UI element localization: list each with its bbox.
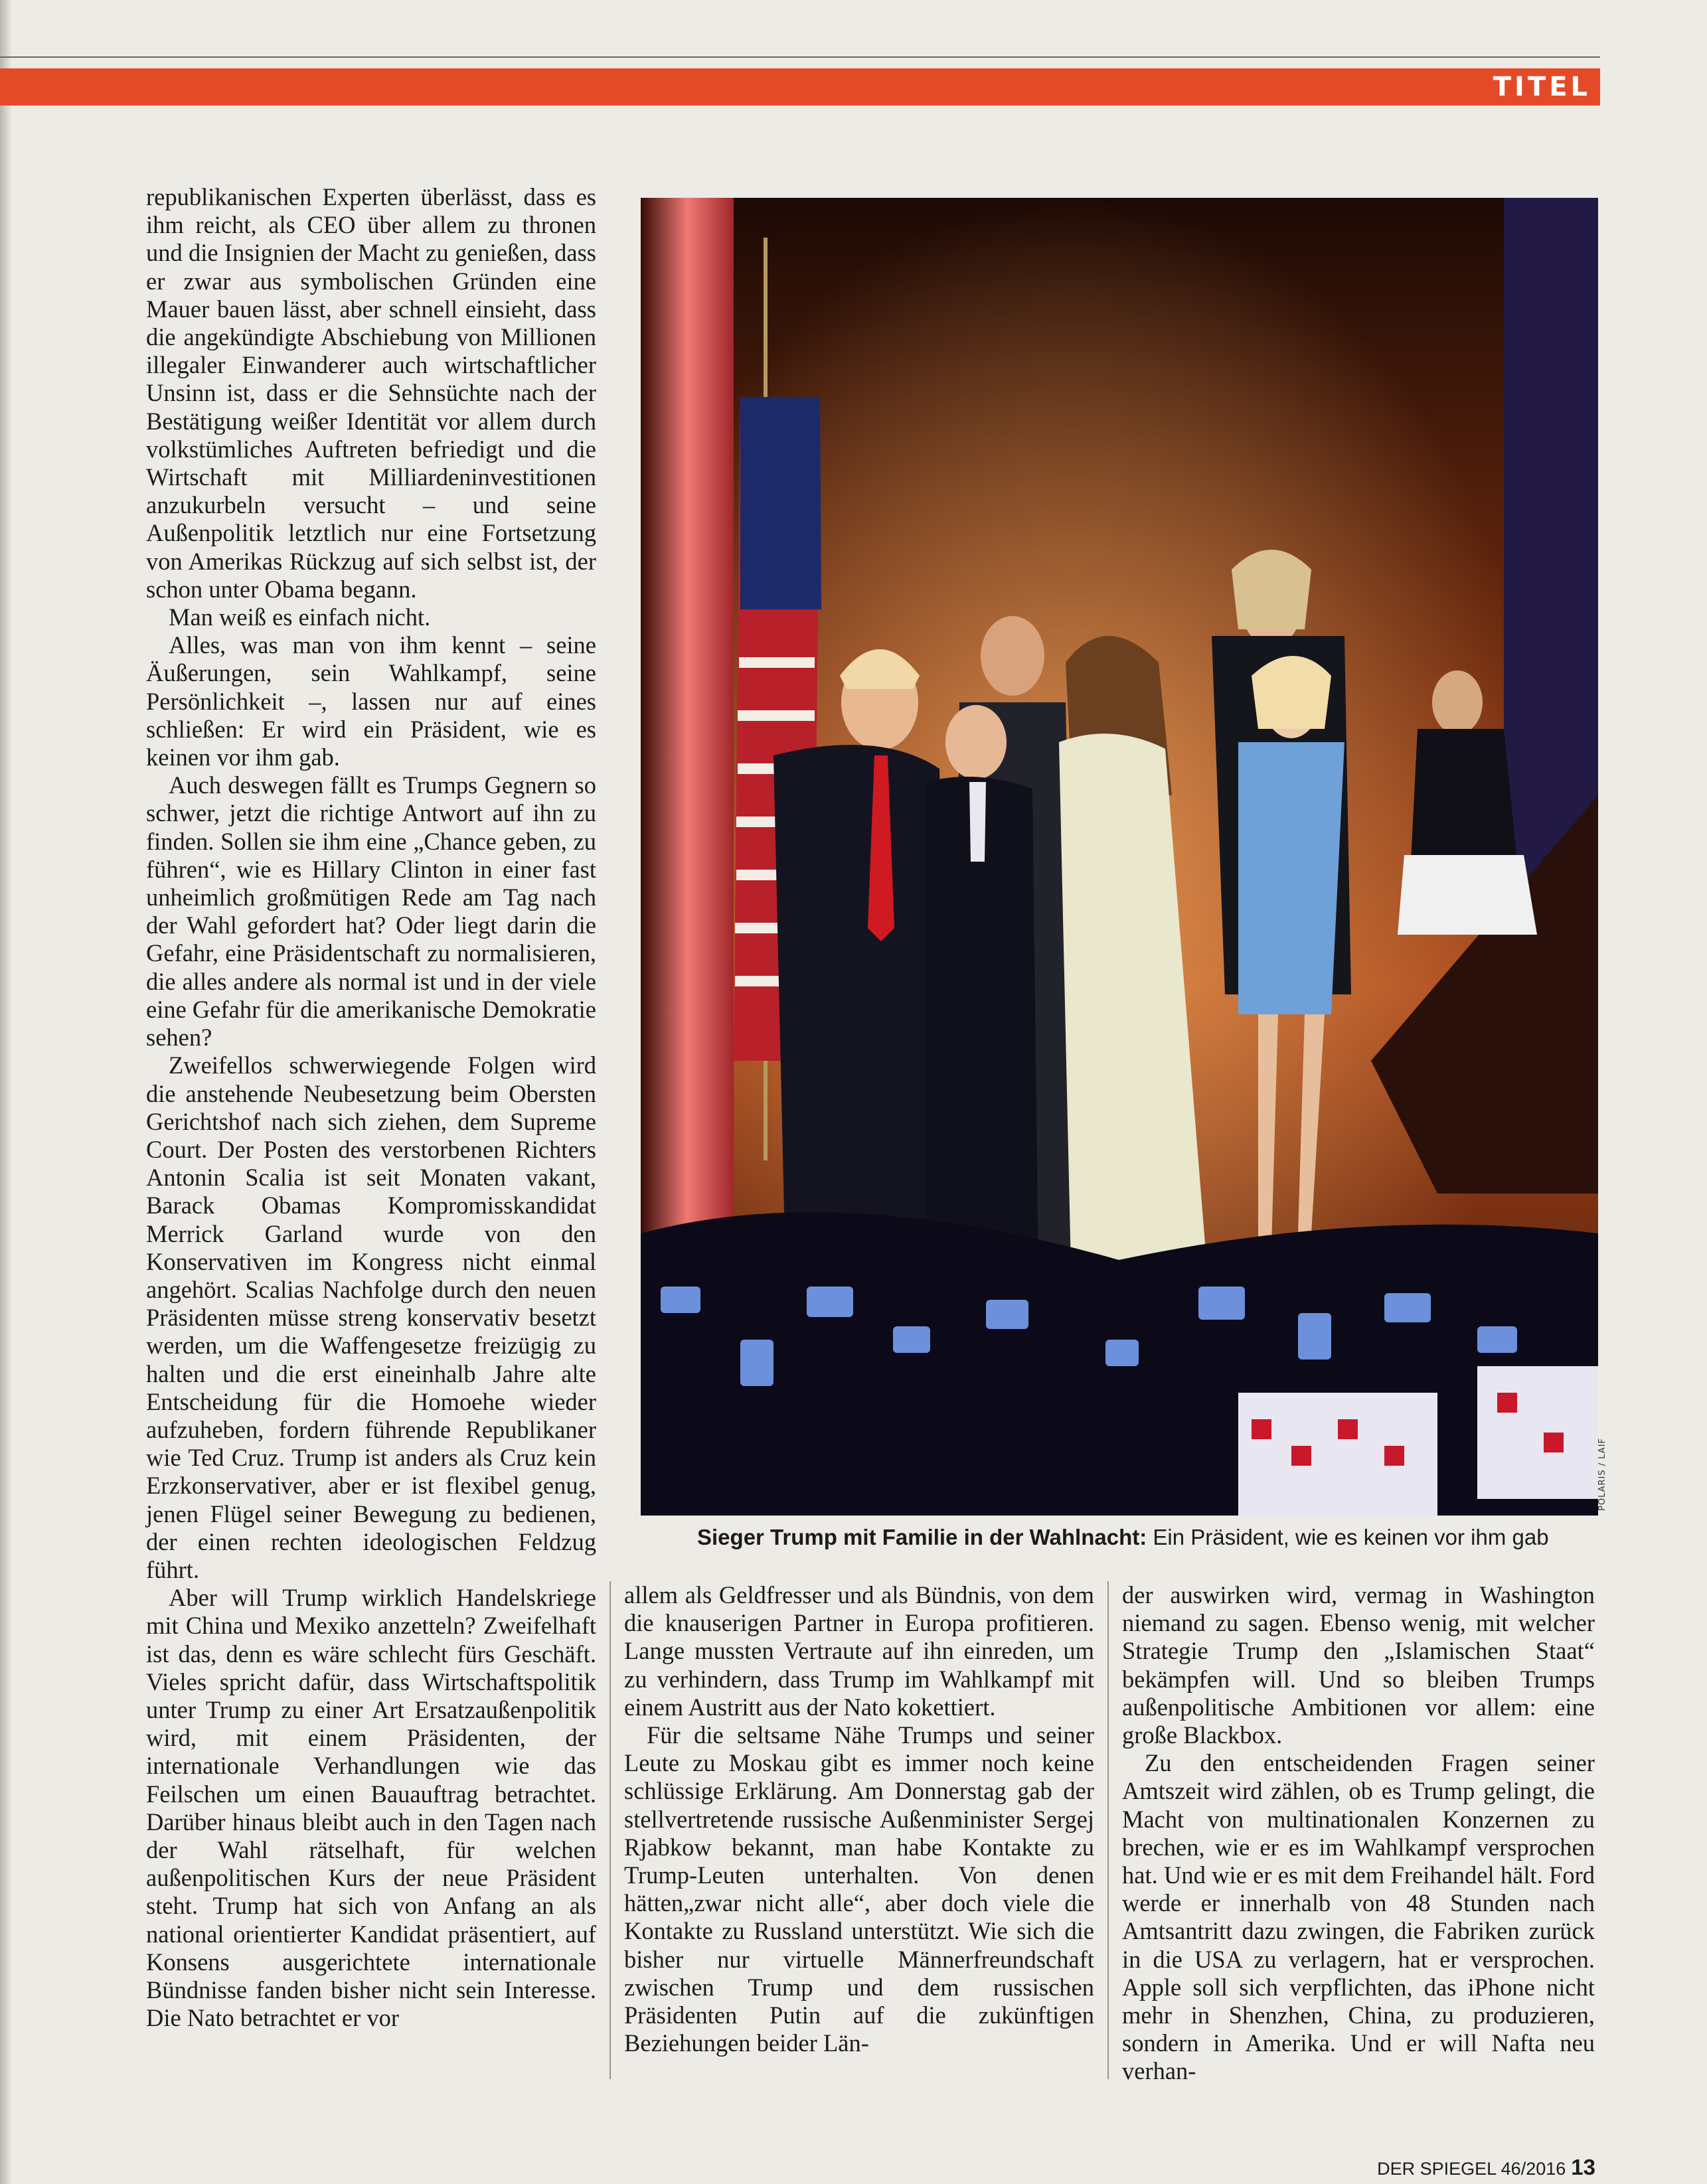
page-footer: [1377, 2157, 1595, 2179]
paragraph: allem als Geldfresser und als Bündnis, von dem die knauserigen Partner in Europa profitieren. Lange mussten Vertraute auf ihn einreden, um zu verhindern, dass Trump im Wahlkampf mit einem Austritt aus der Nato kokettiert.: [624, 1581, 1094, 1721]
photo-caption: [697, 1524, 1600, 1551]
paragraph: Aber will Trump wirklich Handelskriege mit China und Mexiko anzetteln? Zweifelhaft ist das, denn es wäre schlecht fürs Geschäft. Vieles spricht dafür, dass Wirtschaftspolitik unter Trump zu einer Art Ersatzaußenpolitik wird, mit einem Präsidenten, der internationale Verhandlungen wie das Feilschen um einen Bauauftrag betrachtet. Darüber hinaus bleibt auch in den Tagen nach der Wahl rätselhaft, für welchen außenpolitischen Kurs der neue Präsident steht. Trump hat sich von Anfang an als national orientierter Kandidat präsentiert, auf Konsens ausgerichtete internationale Bündnisse fanden bisher nicht sein Interesse. Die Nato betrachtet er vor: [146, 1584, 596, 2032]
section-label: TITEL: [1479, 68, 1600, 106]
section-band: [0, 68, 1600, 106]
article-column-2: [624, 1581, 1094, 2057]
page-number: 13: [1571, 2155, 1595, 2179]
paragraph: Für die seltsame Nähe Trumps und seiner Leute zu Moskau gibt es immer noch keine schlüssige Erklärung. Am Donnerstag gab der stellvertretende russische Außenminister Sergej Rjabkow bekannt, man habe Kontakte zu Trump-Leuten unterhalten. Von denen hätten„zwar nicht alle“, aber doch viele die Kontakte zu Russland unterstützt. Wie sich die bisher nur virtuelle Männerfreundschaft zwischen Trump und dem russischen Präsidenten Putin auf die zukünftigen Beziehungen beider Län-: [624, 1721, 1094, 2057]
header-rule: [0, 56, 1600, 58]
paragraph: Zu den entscheidenden Fragen seiner Amtszeit wird zählen, ob es Trump gelingt, die Macht von multinationalen Konzernen zu brechen, wie er es im Wahlkampf versprochen hat. Und wie er es mit dem Freihandel hält. Ford werde er innerhalb von 48 Stunden nach Amtsantritt dazu zwingen, die Fabriken zurück in die USA zu verlagern, hat er versprochen. Apple soll sich verpflichten, das iPhone nicht mehr in Shenzhen, China, zu produzieren, sondern in Amerika. Und er will Nafta neu verhan-: [1122, 1749, 1595, 2085]
column-rule: [1107, 1581, 1109, 2079]
paragraph: Auch deswegen fällt es Trumps Gegnern so schwer, jetzt die richtige Antwort auf ihn zu finden. Sollen sie ihm eine „Chance geben, zu führen“, wie es Hillary Clinton in einer fast unheimlich großmütigen Rede am Tag nach der Wahl gefordert hat? Oder liegt darin die Gefahr, eine Präsidentschaft zu normalisieren, die alles andere als normal ist und in der viele eine Gefahr für die amerikanische Demokratie sehen?: [146, 771, 596, 1052]
magazine-issue: DER SPIEGEL 46/2016: [1377, 2159, 1566, 2179]
photo-icon: [641, 198, 1598, 1516]
photo-credit: POLARIS / LAIF: [1597, 1437, 1607, 1511]
article-column-1: [146, 183, 596, 2032]
paragraph: republikanischen Experten überlässt, dass es ihm reicht, als CEO über allem zu thronen und die Insignien der Macht zu genießen, dass er zwar aus symbolischen Gründen eine Mauer bauen lässt, aber schnell einsieht, dass die angekündigte Abschiebung von Millionen illegaler Einwanderer auch wirtschaftlicher Unsinn ist, dass er die Sehnsüchte nach der Bestätigung weißer Identität vor allem durch volkstümliches Auftreten befriedigt und die Wirtschaft mit Milliardeninvestitionen anzukurbeln versucht – und seine Außenpolitik letztlich nur eine Fortsetzung von Amerikas Rückzug auf sich selbst ist, der schon unter Obama begann.: [146, 183, 596, 603]
caption-text: Ein Präsident, wie es keinen vor ihm gab: [1147, 1525, 1549, 1549]
paragraph: Zweifellos schwerwiegende Folgen wird die anstehende Neubesetzung beim Obersten Gerichtshof nach sich ziehen, dem Supreme Court. Der Posten des verstorbenen Richters Antonin Scalia ist seit Monaten vakant, Barack Obamas Kompromisskandidat Merrick Garland wurde von den Konservativen im Kongress nicht einmal angehört. Scalias Nachfolge durch den neuen Präsidenten müsse streng konservativ besetzt werden, um die Waffengesetze freizügig zu halten und die erst eineinhalb Jahre alte Entscheidung für die Homoehe wieder aufzuheben, fordern führende Republikaner wie Ted Cruz. Trump ist anders als Cruz kein Erzkonservativer, aber er ist flexibel genug, jenen Flügel seiner Bewegung zu bedienen, der einen rechten ideologischen Feldzug führt.: [146, 1052, 596, 1583]
paragraph: Alles, was man von ihm kennt – seine Äußerungen, sein Wahlkampf, seine Persönlichkeit –, lassen nur auf eines schließen: Er wird ein Präsident, wie es keinen vor ihm gab.: [146, 631, 596, 771]
caption-lead: Sieger Trump mit Familie in der Wahlnacht:: [697, 1525, 1147, 1549]
page-gutter-shadow: [0, 0, 12, 2184]
article-column-3: [1122, 1581, 1595, 2086]
paragraph: der auswirken wird, vermag in Washington niemand zu sagen. Ebenso wenig, mit welcher Strategie Trump den „Islamischen Staat“ bekämpfen will. Und so bleiben Trumps außenpolitische Ambitionen vor allem: eine große Blackbox.: [1122, 1581, 1595, 1749]
paragraph: Man weiß es einfach nicht.: [169, 603, 431, 631]
photo: [641, 198, 1598, 1516]
column-rule: [610, 1581, 611, 2079]
